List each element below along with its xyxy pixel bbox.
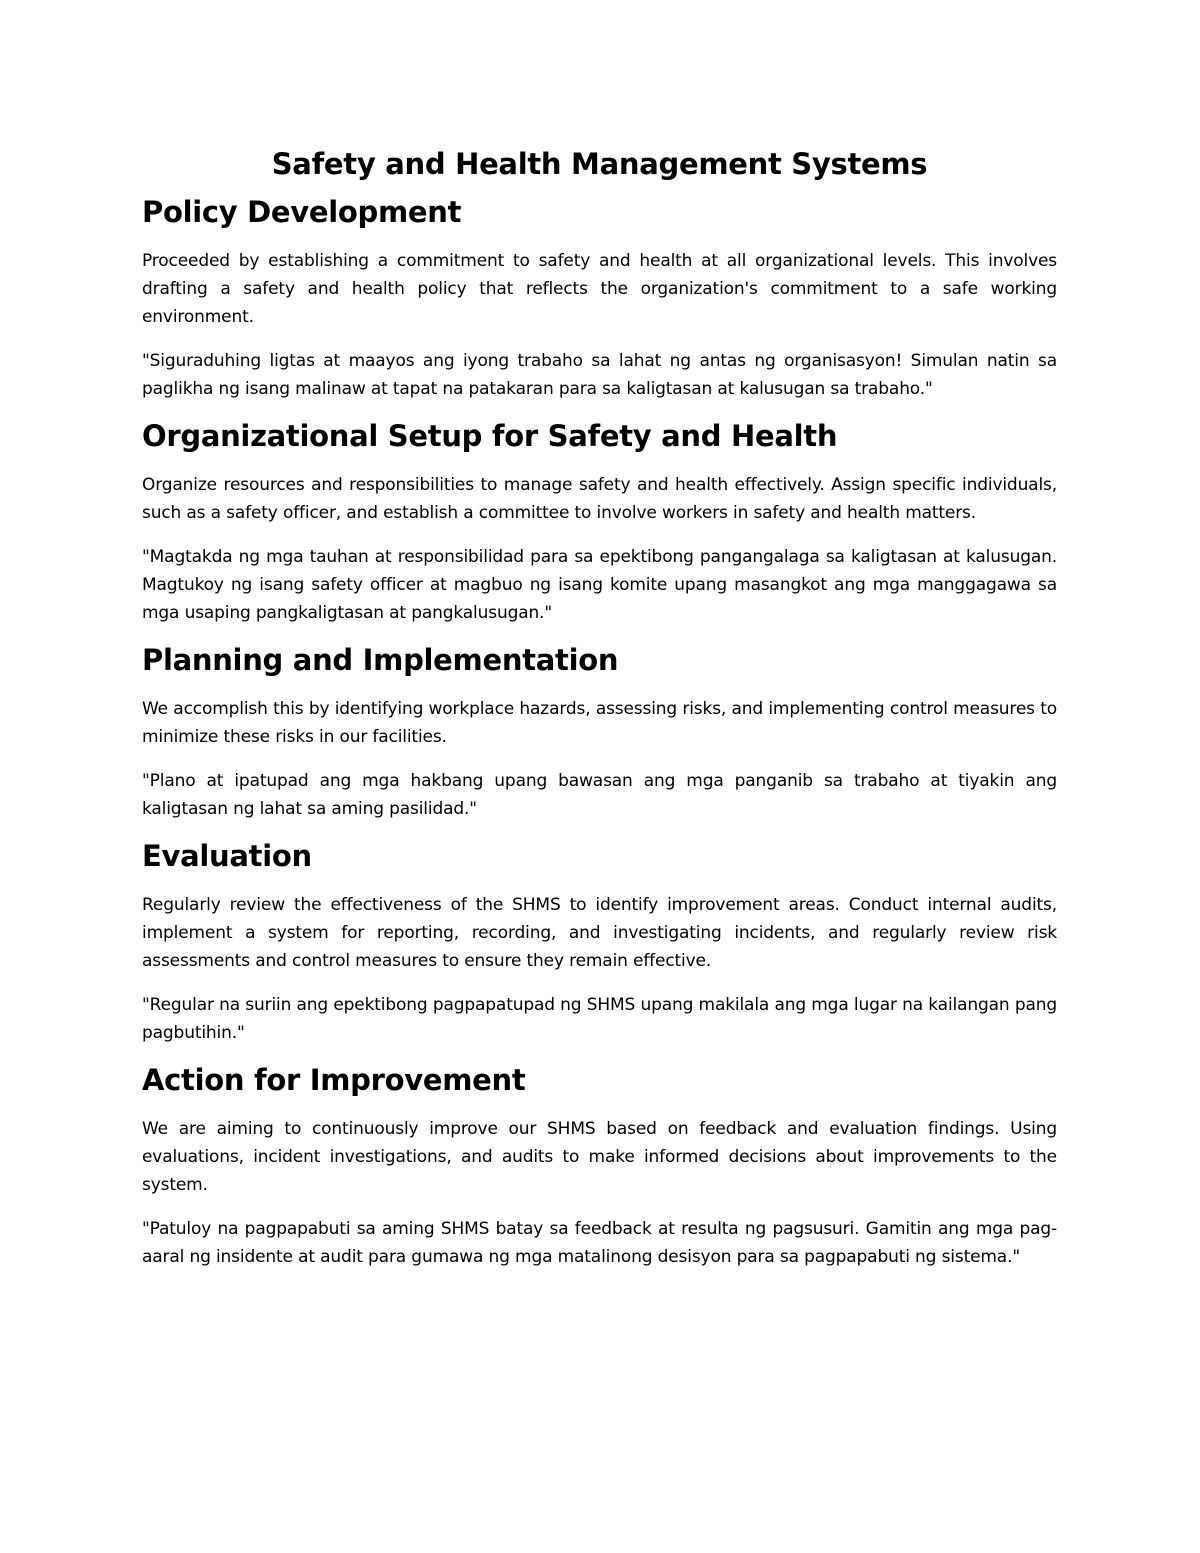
english-paragraph: We are aiming to continuously improve our SHMS based on feedback and evaluation findings. Using evaluations, incident investigations, and audits to make informed decisions about improvements to the system.: [142, 1119, 1057, 1195]
filipino-paragraph: "Plano at ipatupad ang mga hakbang upang bawasan ang mga panganib sa trabaho at tiyakin ang kaligtasan ng lahat sa aming pasilidad.": [142, 771, 1057, 819]
filipino-paragraph: "Regular na suriin ang epektibong pagpapatupad ng SHMS upang makilala ang mga lugar na kailangan pang pagbutihin.": [142, 995, 1057, 1043]
document-page: [142, 146, 1057, 1286]
section-heading: Policy Development: [142, 195, 462, 229]
section-organizational-setup: [142, 418, 1057, 627]
english-paragraph: Organize resources and responsibilities to manage safety and health effectively. Assign specific individuals, such as a safety officer, and establish a committee to involve workers in safety and health matters.: [142, 475, 1057, 523]
filipino-paragraph: "Patuloy na pagpapabuti sa aming SHMS batay sa feedback at resulta ng pagsusuri. Gamitin ang mga pag-aaral ng insidente at audit para gumawa ng mga matalinong desisyon para sa pagpapabuti ng sistema.": [142, 1219, 1057, 1267]
section-action-for-improvement: [142, 1062, 1057, 1271]
section-heading: Planning and Implementation: [142, 643, 619, 677]
section-planning-implementation: [142, 642, 1057, 823]
english-paragraph: Proceeded by establishing a commitment to safety and health at all organizational levels. This involves drafting a safety and health policy that reflects the organization's commitment to a safe working environment.: [142, 251, 1057, 327]
section-heading: Organizational Setup for Safety and Health: [142, 419, 838, 453]
english-paragraph: Regularly review the effectiveness of the SHMS to identify improvement areas. Conduct internal audits, implement a system for reporting, recording, and investigating incidents, and regularly review risk assessments and control measures to ensure they remain effective.: [142, 895, 1057, 971]
section-heading: Action for Improvement: [142, 1063, 526, 1097]
filipino-paragraph: "Siguraduhing ligtas at maayos ang iyong trabaho sa lahat ng antas ng organisasyon! Simulan natin sa paglikha ng isang malinaw at tapat na patakaran para sa kaligtasan at kalusugan sa trabaho.": [142, 351, 1057, 399]
section-evaluation: [142, 838, 1057, 1047]
english-paragraph: We accomplish this by identifying workplace hazards, assessing risks, and implementing control measures to minimize these risks in our facilities.: [142, 699, 1057, 747]
section-heading: Evaluation: [142, 839, 312, 873]
filipino-paragraph: "Magtakda ng mga tauhan at responsibilidad para sa epektibong pangangalaga sa kaligtasan at kalusugan. Magtukoy ng isang safety officer at magbuo ng isang komite upang masangkot ang mga manggagawa sa mga usaping pangkaligtasan at pangkalusugan.": [142, 547, 1057, 623]
page-title: Safety and Health Management Systems: [271, 147, 928, 181]
section-policy-development: [142, 194, 1057, 403]
